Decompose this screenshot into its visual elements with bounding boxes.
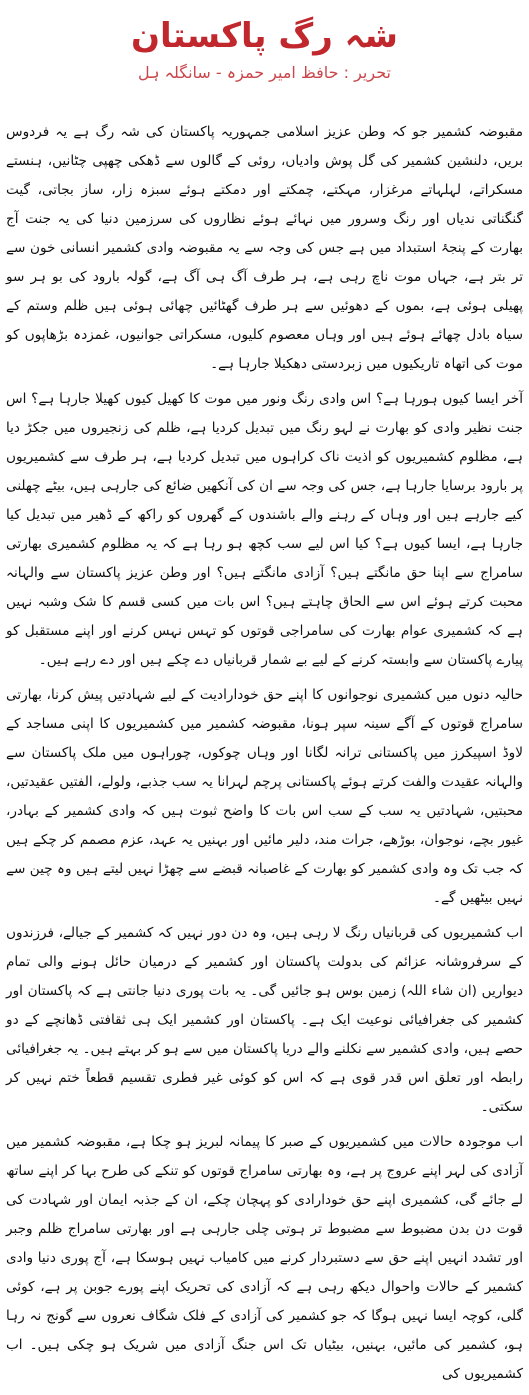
- article-paragraph: مقبوضہ کشمیر جو کہ وطن عزیز اسلامی جمہوریہ پاکستان کی شہ رگ ہے یہ فردوس بریں، دلنشین کشمیر کی گل پوش وادیاں، روئی کے گالوں سے ڈھکی چھپی چٹانیں، ہنستے مسکراتے، لہلہاتے مرغزار، مہکتے، چمکتے اور دمکتے ہوئے سبزہ زار، ساز بجاتی، گیت گنگناتی ندیاں اور رنگ وسرور میں نہائے ہوئے نظاروں کی سرزمین دنیا کی یہ جنت آج بھارت کے پنجۂ استبداد میں ہے جس کی وجہ سے یہ مقبوضہ وادی کشمیر انسانی خون سے تر بتر ہے، جہاں موت ناچ رہی ہے، ہر طرف آگ ہی آگ ہے، گولہ بارود کی بو ہر سو پھیلی ہوئی ہے، بموں کے دھوئیں سے ہر طرف گھٹائیں چھائی ہوئی ہیں ظلم وستم کے سیاہ بادل چھائے ہوئے ہیں اور وہاں معصوم کلیوں، مسکراتی جوانیوں، غمزدہ بڑھاپوں کو موت کی اتھاہ تاریکیوں میں زبردستی دھکیلا جارہا ہے۔: [6, 124, 523, 372]
- article-paragraph: اب کشمیریوں کی قربانیاں رنگ لا رہی ہیں، وہ دن دور نہیں کہ کشمیر کے جیالے، فرزندوں کے سرفروشانہ عزائم کی بدولت پاکستان اور کشمیر کے درمیان حائل ہونے والی تمام دیواریں (ان شاء اللہ) زمین بوس ہو جائیں گی۔ یہ بات پوری دنیا جانتی ہے کہ پاکستان اور کشمیر کی جغرافیائی نوعیت ایک ہے۔ پاکستان اور کشمیر ایک ہی ثقافتی ڈھانچے کے دو حصے ہیں، وادی کشمیر سے نکلنے والے دریا پاکستان میں سے ہو کر بہتے ہیں۔ یہ جغرافیائی رابطہ اور تعلق اس قدر قوی ہے کہ اس کو کوئی غیر فطری تقسیم قطعاً ختم نہیں کر سکتی۔: [6, 925, 523, 1115]
- article-paragraph: اب موجودہ حالات میں کشمیریوں کے صبر کا پیمانہ لبریز ہو چکا ہے، مقبوضہ کشمیر میں آزادی کی لہر اپنے عروج پر ہے، وہ بھارتی سامراج قوتوں کو تنکے کی طرح بہا کر اپنے ساتھ لے جائے گی، کشمیری اپنے حق خودارادی کو پہچان چکے، ان کے جذبہ ایمان اور شہادت کی قوت دن بدن مضبوط سے مضبوط تر ہوتی چلی جارہی ہے اور بھارتی سامراج ظلم وجبر اور تشدد انہیں اپنے حق سے دستبردار کرنے میں کامیاب نہیں ہوسکا ہے، آج پوری دنیا وادی کشمیر کے حالات واحوال دیکھ رہی ہے کہ آزادی کی تحریک اپنے پورے جوبن پر ہے، کوئی گلی، کوچہ ایسا نہیں ہوگا کہ جو کشمیر کی آزادی کے فلک شگاف نعروں سے گونج نہ رہا ہو، کشمیر کی مائیں، بہنیں، بیٹیاں تک اس جنگ آزادی میں شریک ہو چکی ہیں۔ اب کشمیریوں کی: [6, 1134, 523, 1382]
- article-title: شہ رگ پاکستان: [131, 16, 398, 56]
- article-body: [6, 118, 523, 1395]
- article-byline: تحریر : حافظ امیر حمزہ - سانگلہ ہل: [137, 63, 391, 82]
- article-paragraph: آخر ایسا کیوں ہورہا ہے؟ اس وادی رنگ ونور میں موت کا کھیل کیوں کھیلا جارہا ہے؟ اس جنت نظیر وادی کو بھارت نے لہو رنگ میں تبدیل کردیا ہے، ظلم کی زنجیروں میں جکڑ دیا ہے، مظلوم کشمیریوں کو اذیت ناک کراہوں میں تبدیل کردیا ہے، ہر طرف سے کشمیریوں پر بارود برسایا جارہا ہے، جس کی وجہ سے ان کی آنکھیں ضائع کی جارہی ہیں، بیٹے چھلنی کیے جارہے ہیں اور وہاں کے رہنے والے باشندوں کے گھروں کو راکھ کے ڈھیر میں تبدیل کیا جارہا ہے، ایسا کیوں ہے؟ کیا اس لیے سب کچھ ہو رہا ہے کہ یہ مظلوم کشمیری بھارتی سامراج سے اپنا حق مانگتے ہیں؟ آزادی مانگتے ہیں؟ اور وطن عزیز پاکستان سے والہانہ محبت کرتے ہوئے اس سے الحاق چاہتے ہیں؟ اس بات میں کسی قسم کا شک وشبہ نہیں ہے کہ کشمیری عوام بھارت کی سامراجی قوتوں کو تہس نہس کرنے اور اپنے مستقبل کو پیارے پاکستان سے وابستہ کرنے کے لیے بے شمار قربانیاں دے چکے ہیں اور دے رہے ہیں۔: [6, 391, 523, 668]
- article-paragraph: حالیہ دنوں میں کشمیری نوجوانوں کا اپنے حق خودارادیت کے لیے شہادتیں پیش کرنا، بھارتی سامراج قوتوں کے آگے سینہ سپر ہونا، مقبوضہ کشمیر میں کشمیریوں کا اپنی مساجد کے لاوڈ اسپیکرز میں پاکستانی ترانہ لگانا اور وہاں چوکوں، چوراہوں میں ملک پاکستان سے والہانہ عقیدت والفت کرتے ہوئے پاکستانی پرچم لہرانا یہ سب جذبے، ولولے، الفتیں عقیدتیں، محبتیں، شہادتیں یہ سب کے سب اس بات کا واضح ثبوت ہیں کہ وادی کشمیر کے بہادر، غیور بچے، نوجوان، بوڑھے، جرات مند، دلیر مائیں اور بہنیں یہ عہد، عزم مصمم کر چکے ہیں کہ جب تک وہ وادی کشمیر کو بھارت کے غاصبانہ قبضے سے چھڑا نہیں لیتے ہیں وہ چین سے نہیں بیٹھیں گے۔: [6, 687, 523, 906]
